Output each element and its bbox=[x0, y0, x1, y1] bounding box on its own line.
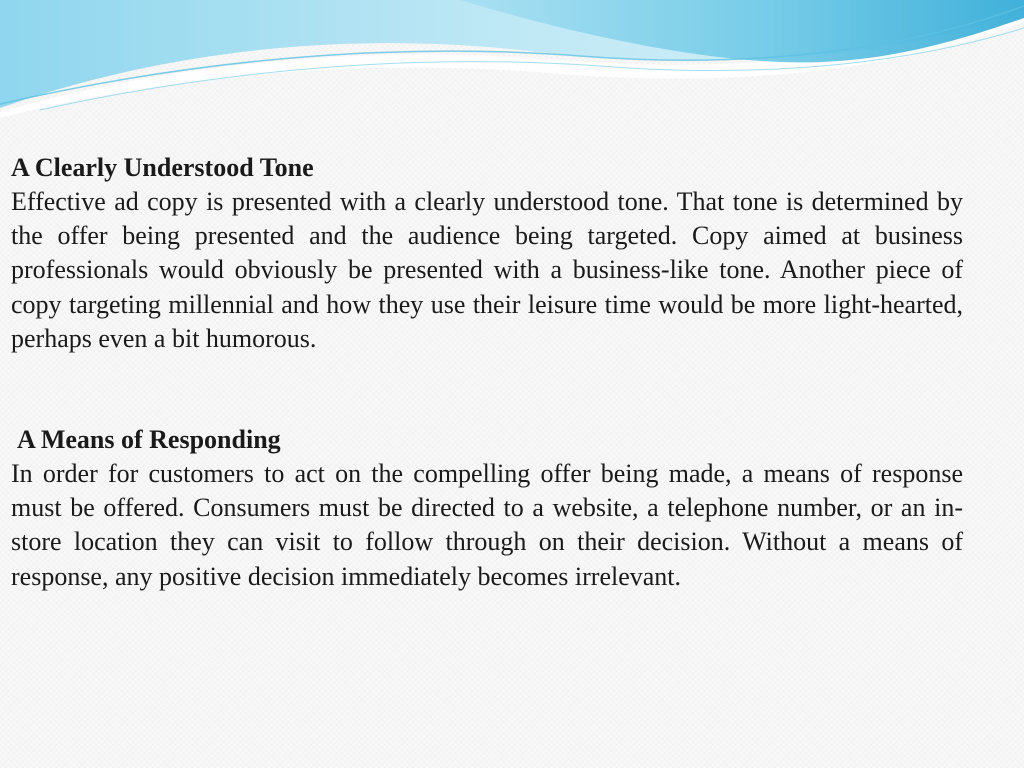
section-body-responding: In order for customers to act on the compelling offer being made, a means of response must be offered. Consumers must be directed to a website, a telephone number, or an in-store location they can visit to follow through on their decision. Without a means of response, any positive decision immediately becomes irrelevant. bbox=[11, 459, 963, 591]
section-body-tone: Effective ad copy is presented with a clearly understood tone. That tone is determined by the offer being presented and the audience being targeted. Copy aimed at business professionals would obviously be presented with a business-like tone. Another piece of copy targeting millennial and how they use their leisure time would be more light-hearted, perhaps even a bit humorous. bbox=[11, 187, 963, 353]
header-wave-decoration bbox=[0, 0, 1024, 120]
section-title-responding: A Means of Responding bbox=[17, 425, 281, 455]
section-tone bbox=[11, 151, 963, 356]
slide-content bbox=[11, 151, 963, 594]
section-responding bbox=[11, 423, 963, 594]
section-title-tone: A Clearly Understood Tone bbox=[11, 153, 314, 182]
